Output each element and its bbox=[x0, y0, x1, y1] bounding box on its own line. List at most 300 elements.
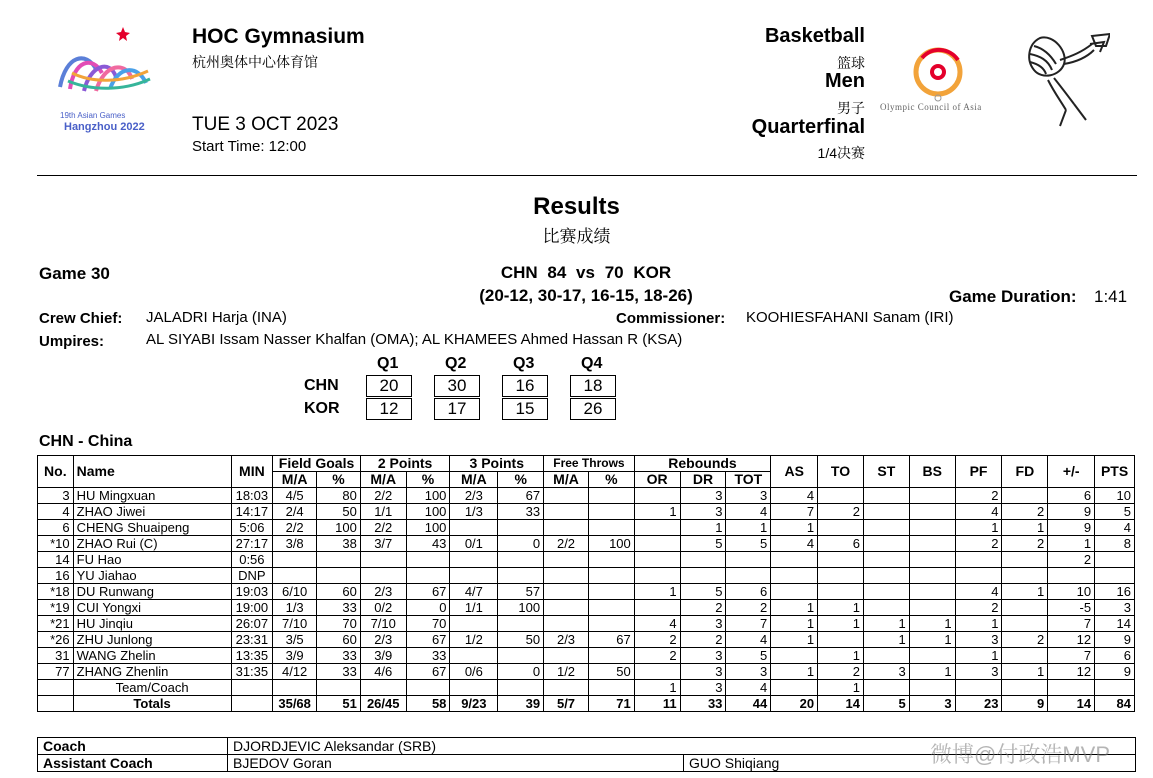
q1-header: Q1 bbox=[377, 355, 399, 372]
player-no: *10 bbox=[38, 536, 74, 552]
player-dr: 3 bbox=[680, 648, 726, 664]
player-ft-pct bbox=[588, 504, 634, 520]
player-fg-ma: 4/12 bbox=[273, 664, 317, 680]
player-plus-minus: 12 bbox=[1048, 632, 1095, 648]
basketball-pictogram bbox=[1020, 30, 1110, 128]
col-group-3pt: 3 Points bbox=[450, 456, 544, 472]
player-fg-ma: 2/4 bbox=[273, 504, 317, 520]
player-as: 1 bbox=[771, 600, 818, 616]
games-emblem-icon bbox=[52, 25, 162, 115]
player-dr: 5 bbox=[680, 584, 726, 600]
player-st: 3 bbox=[863, 664, 909, 680]
col-fg-pct: % bbox=[317, 472, 361, 488]
player-dr: 2 bbox=[680, 632, 726, 648]
player-tot: 4 bbox=[726, 504, 771, 520]
player-plus-minus: 7 bbox=[1048, 616, 1095, 632]
player-pts bbox=[1095, 552, 1135, 568]
player-or: 4 bbox=[634, 616, 680, 632]
player-fg-pct: 80 bbox=[317, 488, 361, 504]
col-fd: FD bbox=[1002, 456, 1048, 488]
player-3pt-pct bbox=[498, 520, 544, 536]
player-min: 14:17 bbox=[231, 504, 273, 520]
player-tot bbox=[726, 552, 771, 568]
player-fg-pct: 33 bbox=[317, 600, 361, 616]
totals-plus-minus: 14 bbox=[1048, 696, 1095, 712]
player-to bbox=[818, 632, 864, 648]
player-no: 6 bbox=[38, 520, 74, 536]
player-ft-pct: 67 bbox=[588, 632, 634, 648]
player-2pt-ma: 3/9 bbox=[360, 648, 406, 664]
player-fd: 2 bbox=[1002, 536, 1048, 552]
player-pf: 4 bbox=[955, 504, 1002, 520]
player-2pt-pct: 67 bbox=[406, 632, 450, 648]
totals-2pt-pct: 58 bbox=[406, 696, 450, 712]
player-row bbox=[38, 488, 1135, 504]
player-fg-pct bbox=[317, 568, 361, 584]
player-pf: 3 bbox=[955, 664, 1002, 680]
player-2pt-ma: 3/7 bbox=[360, 536, 406, 552]
player-min: 18:03 bbox=[231, 488, 273, 504]
player-2pt-ma: 2/2 bbox=[360, 488, 406, 504]
player-bs bbox=[909, 600, 955, 616]
player-pts: 5 bbox=[1095, 504, 1135, 520]
player-pf: 3 bbox=[955, 632, 1002, 648]
player-2pt-ma: 0/2 bbox=[360, 600, 406, 616]
col-plus-minus: +/- bbox=[1048, 456, 1095, 488]
player-row bbox=[38, 600, 1135, 616]
player-ft-ma bbox=[544, 648, 589, 664]
player-row bbox=[38, 616, 1135, 632]
player-row bbox=[38, 648, 1135, 664]
player-2pt-ma: 2/3 bbox=[360, 632, 406, 648]
player-fd: 1 bbox=[1002, 584, 1048, 600]
player-plus-minus: 6 bbox=[1048, 488, 1095, 504]
player-bs bbox=[909, 520, 955, 536]
totals-as: 20 bbox=[771, 696, 818, 712]
player-ft-ma bbox=[544, 568, 589, 584]
player-as: 1 bbox=[771, 520, 818, 536]
game-duration-value: 1:41 bbox=[1094, 287, 1128, 306]
player-st bbox=[863, 552, 909, 568]
player-dr: 1 bbox=[680, 520, 726, 536]
player-3pt-pct: 33 bbox=[498, 504, 544, 520]
player-st bbox=[863, 648, 909, 664]
player-st bbox=[863, 520, 909, 536]
player-row bbox=[38, 568, 1135, 584]
crew-chief-label: Crew Chief: bbox=[39, 310, 123, 327]
player-no: 4 bbox=[38, 504, 74, 520]
box-score-table bbox=[37, 455, 1135, 712]
player-as: 1 bbox=[771, 616, 818, 632]
player-pf: 2 bbox=[955, 536, 1002, 552]
game-number: Game 30 bbox=[39, 264, 110, 283]
player-st bbox=[863, 536, 909, 552]
player-3pt-pct: 100 bbox=[498, 600, 544, 616]
oca-text: Olympic Council of Asia bbox=[880, 102, 982, 112]
col-3pt-ma: M/A bbox=[450, 472, 498, 488]
col-group-reb: Rebounds bbox=[634, 456, 771, 472]
col-name: Name bbox=[73, 456, 231, 488]
page-title-zh: 比赛成绩 bbox=[542, 227, 611, 246]
team-coach-or: 1 bbox=[634, 680, 680, 696]
player-name: CUI Yongxi bbox=[73, 600, 231, 616]
player-ft-pct bbox=[588, 568, 634, 584]
player-dr: 3 bbox=[680, 488, 726, 504]
player-row bbox=[38, 536, 1135, 552]
player-to bbox=[818, 488, 864, 504]
player-as bbox=[771, 552, 818, 568]
coach-name: DJORDJEVIC Aleksandar (SRB) bbox=[228, 738, 1136, 755]
commissioner-label: Commissioner: bbox=[616, 310, 726, 327]
coach-label: Coach bbox=[38, 738, 228, 755]
player-name: ZHANG Zhenlin bbox=[73, 664, 231, 680]
umpires-names: AL SIYABI Issam Nasser Khalfan (OMA); AL KHAMEES Ahmed Hassan R (KSA) bbox=[146, 331, 683, 348]
player-ft-ma bbox=[544, 584, 589, 600]
player-pts: 10 bbox=[1095, 488, 1135, 504]
player-to bbox=[818, 520, 864, 536]
game-duration-label: Game Duration: bbox=[949, 287, 1077, 306]
player-row bbox=[38, 584, 1135, 600]
player-or: 2 bbox=[634, 632, 680, 648]
player-plus-minus: 10 bbox=[1048, 584, 1095, 600]
phase-label: Quarterfinal bbox=[751, 116, 865, 138]
player-pts: 3 bbox=[1095, 600, 1135, 616]
player-as: 1 bbox=[771, 632, 818, 648]
player-row bbox=[38, 504, 1135, 520]
player-min: 31:35 bbox=[231, 664, 273, 680]
player-tot: 6 bbox=[726, 584, 771, 600]
player-dr bbox=[680, 568, 726, 584]
header-row-groups bbox=[38, 456, 1135, 472]
player-3pt-ma bbox=[450, 552, 498, 568]
player-or: 2 bbox=[634, 648, 680, 664]
final-score: CHN 84 vs 70 KOR bbox=[500, 263, 672, 282]
col-bs: BS bbox=[909, 456, 955, 488]
player-st bbox=[863, 600, 909, 616]
player-ft-ma bbox=[544, 520, 589, 536]
player-st bbox=[863, 488, 909, 504]
totals-fg-pct: 51 bbox=[317, 696, 361, 712]
player-st: 1 bbox=[863, 632, 909, 648]
player-no: *18 bbox=[38, 584, 74, 600]
totals-or: 11 bbox=[634, 696, 680, 712]
venue-name: HOC Gymnasium bbox=[192, 25, 365, 48]
player-fg-pct: 60 bbox=[317, 632, 361, 648]
player-fg-pct bbox=[317, 552, 361, 568]
player-3pt-ma: 0/1 bbox=[450, 536, 498, 552]
player-min: 27:17 bbox=[231, 536, 273, 552]
player-min: 5:06 bbox=[231, 520, 273, 536]
player-name: ZHAO Rui (C) bbox=[73, 536, 231, 552]
player-tot: 4 bbox=[726, 632, 771, 648]
player-3pt-ma: 1/3 bbox=[450, 504, 498, 520]
player-fg-ma: 3/9 bbox=[273, 648, 317, 664]
player-plus-minus: 1 bbox=[1048, 536, 1095, 552]
player-2pt-ma: 7/10 bbox=[360, 616, 406, 632]
player-as: 4 bbox=[771, 536, 818, 552]
player-3pt-pct bbox=[498, 552, 544, 568]
player-pts: 9 bbox=[1095, 632, 1135, 648]
player-pf bbox=[955, 568, 1002, 584]
player-bs bbox=[909, 584, 955, 600]
player-st bbox=[863, 504, 909, 520]
player-3pt-pct: 50 bbox=[498, 632, 544, 648]
game-date: TUE 3 OCT 2023 bbox=[192, 114, 339, 135]
player-fg-pct: 50 bbox=[317, 504, 361, 520]
player-tot bbox=[726, 568, 771, 584]
player-ft-pct bbox=[588, 648, 634, 664]
player-ft-pct: 100 bbox=[588, 536, 634, 552]
player-2pt-ma bbox=[360, 568, 406, 584]
player-or: 1 bbox=[634, 504, 680, 520]
player-no: 77 bbox=[38, 664, 74, 680]
quarter-scores-line: (20-12, 30-17, 16-15, 18-26) bbox=[479, 286, 693, 305]
player-3pt-ma: 2/3 bbox=[450, 488, 498, 504]
player-dr bbox=[680, 552, 726, 568]
player-to: 2 bbox=[818, 504, 864, 520]
player-min: 19:00 bbox=[231, 600, 273, 616]
player-fg-ma: 6/10 bbox=[273, 584, 317, 600]
player-pts bbox=[1095, 568, 1135, 584]
player-row bbox=[38, 520, 1135, 536]
player-to: 1 bbox=[818, 600, 864, 616]
player-2pt-pct bbox=[406, 568, 450, 584]
player-3pt-ma bbox=[450, 520, 498, 536]
col-as: AS bbox=[771, 456, 818, 488]
player-bs bbox=[909, 536, 955, 552]
totals-pf: 23 bbox=[955, 696, 1002, 712]
player-pts: 14 bbox=[1095, 616, 1135, 632]
player-fg-pct: 100 bbox=[317, 520, 361, 536]
player-min: 26:07 bbox=[231, 616, 273, 632]
col-fg-ma: M/A bbox=[273, 472, 317, 488]
player-or bbox=[634, 600, 680, 616]
player-2pt-ma: 2/3 bbox=[360, 584, 406, 600]
player-fd bbox=[1002, 552, 1048, 568]
player-2pt-ma: 1/1 bbox=[360, 504, 406, 520]
player-2pt-ma: 2/2 bbox=[360, 520, 406, 536]
totals-fd: 9 bbox=[1002, 696, 1048, 712]
player-pf: 2 bbox=[955, 600, 1002, 616]
player-name: ZHU Junlong bbox=[73, 632, 231, 648]
player-2pt-pct: 100 bbox=[406, 504, 450, 520]
games-logo-line2: Hangzhou 2022 bbox=[64, 121, 145, 133]
q3-header: Q3 bbox=[513, 355, 535, 372]
player-fd bbox=[1002, 600, 1048, 616]
player-as bbox=[771, 648, 818, 664]
player-ft-pct bbox=[588, 616, 634, 632]
player-ft-ma: 2/2 bbox=[544, 536, 589, 552]
q2-score-chn: 30 bbox=[434, 375, 480, 397]
player-bs bbox=[909, 504, 955, 520]
totals-st: 5 bbox=[863, 696, 909, 712]
player-to: 1 bbox=[818, 616, 864, 632]
player-3pt-ma: 1/2 bbox=[450, 632, 498, 648]
venue-name-zh: 杭州奥体中心体育馆 bbox=[192, 54, 318, 70]
player-3pt-pct: 67 bbox=[498, 488, 544, 504]
player-plus-minus: 2 bbox=[1048, 552, 1095, 568]
player-plus-minus: 9 bbox=[1048, 504, 1095, 520]
player-fg-ma bbox=[273, 568, 317, 584]
player-ft-ma bbox=[544, 600, 589, 616]
player-3pt-pct bbox=[498, 648, 544, 664]
player-bs bbox=[909, 552, 955, 568]
team-coach-row bbox=[38, 680, 1135, 696]
totals-bs: 3 bbox=[909, 696, 955, 712]
player-pf: 1 bbox=[955, 648, 1002, 664]
player-fd: 2 bbox=[1002, 504, 1048, 520]
header-divider bbox=[37, 175, 1137, 176]
player-ft-pct bbox=[588, 488, 634, 504]
player-2pt-pct: 100 bbox=[406, 488, 450, 504]
col-min: MIN bbox=[231, 456, 273, 488]
q1-score-chn: 20 bbox=[366, 375, 412, 397]
player-tot: 1 bbox=[726, 520, 771, 536]
player-tot: 3 bbox=[726, 664, 771, 680]
col-no: No. bbox=[38, 456, 74, 488]
player-bs: 1 bbox=[909, 632, 955, 648]
totals-fg-ma: 35/68 bbox=[273, 696, 317, 712]
player-as bbox=[771, 568, 818, 584]
player-3pt-ma: 4/7 bbox=[450, 584, 498, 600]
phase-label-zh: 1/4决赛 bbox=[817, 145, 865, 161]
player-min: 23:31 bbox=[231, 632, 273, 648]
player-dr: 3 bbox=[680, 504, 726, 520]
player-fg-pct: 33 bbox=[317, 648, 361, 664]
player-dr: 5 bbox=[680, 536, 726, 552]
player-fg-ma: 3/8 bbox=[273, 536, 317, 552]
player-row bbox=[38, 664, 1135, 680]
team-heading: CHN - China bbox=[39, 433, 133, 450]
player-plus-minus: 9 bbox=[1048, 520, 1095, 536]
col-pf: PF bbox=[955, 456, 1002, 488]
player-or: 1 bbox=[634, 584, 680, 600]
player-ft-ma bbox=[544, 616, 589, 632]
player-no: *26 bbox=[38, 632, 74, 648]
q3-score-chn: 16 bbox=[502, 375, 548, 397]
player-2pt-ma: 4/6 bbox=[360, 664, 406, 680]
oca-logo bbox=[878, 40, 998, 120]
player-no: *19 bbox=[38, 600, 74, 616]
player-to: 1 bbox=[818, 648, 864, 664]
player-pts: 16 bbox=[1095, 584, 1135, 600]
player-min: 0:56 bbox=[231, 552, 273, 568]
asian-games-logo bbox=[52, 25, 162, 140]
player-pf: 4 bbox=[955, 584, 1002, 600]
totals-3pt-ma: 9/23 bbox=[450, 696, 498, 712]
player-pts: 8 bbox=[1095, 536, 1135, 552]
player-no: *21 bbox=[38, 616, 74, 632]
totals-dr: 33 bbox=[680, 696, 726, 712]
player-or bbox=[634, 536, 680, 552]
player-fg-ma: 1/3 bbox=[273, 600, 317, 616]
player-fg-ma bbox=[273, 552, 317, 568]
player-min: 13:35 bbox=[231, 648, 273, 664]
col-pts: PTS bbox=[1095, 456, 1135, 488]
player-ft-pct bbox=[588, 520, 634, 536]
start-time: Start Time: 12:00 bbox=[192, 138, 307, 155]
player-3pt-pct: 57 bbox=[498, 584, 544, 600]
player-3pt-ma bbox=[450, 568, 498, 584]
totals-tot: 44 bbox=[726, 696, 771, 712]
player-3pt-pct: 0 bbox=[498, 664, 544, 680]
crew-chief-name: JALADRI Harja (INA) bbox=[146, 309, 287, 326]
player-no: 14 bbox=[38, 552, 74, 568]
player-tot: 3 bbox=[726, 488, 771, 504]
player-3pt-ma: 1/1 bbox=[450, 600, 498, 616]
col-group-2pt: 2 Points bbox=[360, 456, 450, 472]
player-name: ZHAO Jiwei bbox=[73, 504, 231, 520]
player-ft-ma bbox=[544, 504, 589, 520]
player-dr: 3 bbox=[680, 616, 726, 632]
player-3pt-ma: 0/6 bbox=[450, 664, 498, 680]
q2-score-kor: 17 bbox=[434, 398, 480, 420]
player-fg-pct: 38 bbox=[317, 536, 361, 552]
player-fg-ma: 4/5 bbox=[273, 488, 317, 504]
player-fd bbox=[1002, 488, 1048, 504]
player-2pt-pct: 67 bbox=[406, 664, 450, 680]
player-fd bbox=[1002, 616, 1048, 632]
player-2pt-pct: 43 bbox=[406, 536, 450, 552]
player-fg-pct: 60 bbox=[317, 584, 361, 600]
col-group-ft: Free Throws bbox=[544, 456, 635, 472]
q1-score-kor: 12 bbox=[366, 398, 412, 420]
player-to bbox=[818, 568, 864, 584]
player-bs bbox=[909, 488, 955, 504]
totals-label: Totals bbox=[73, 696, 231, 712]
player-st bbox=[863, 568, 909, 584]
player-tot: 5 bbox=[726, 536, 771, 552]
player-fg-ma: 3/5 bbox=[273, 632, 317, 648]
player-plus-minus: -5 bbox=[1048, 600, 1095, 616]
games-logo-line1: 19th Asian Games bbox=[60, 111, 126, 120]
col-2pt-ma: M/A bbox=[360, 472, 406, 488]
player-ft-ma bbox=[544, 552, 589, 568]
player-pts: 9 bbox=[1095, 664, 1135, 680]
player-name: FU Hao bbox=[73, 552, 231, 568]
player-name: YU Jiahao bbox=[73, 568, 231, 584]
player-or bbox=[634, 568, 680, 584]
player-no: 31 bbox=[38, 648, 74, 664]
totals-pts: 84 bbox=[1095, 696, 1135, 712]
player-name: HU Jinqiu bbox=[73, 616, 231, 632]
sport-name: Basketball bbox=[764, 25, 865, 47]
player-fg-pct: 70 bbox=[317, 616, 361, 632]
player-min: DNP bbox=[231, 568, 273, 584]
player-name: WANG Zhelin bbox=[73, 648, 231, 664]
player-no: 16 bbox=[38, 568, 74, 584]
player-ft-ma: 2/3 bbox=[544, 632, 589, 648]
player-fd: 1 bbox=[1002, 520, 1048, 536]
col-tot: TOT bbox=[726, 472, 771, 488]
player-to bbox=[818, 552, 864, 568]
player-2pt-pct bbox=[406, 552, 450, 568]
player-pf bbox=[955, 552, 1002, 568]
player-pf: 2 bbox=[955, 488, 1002, 504]
totals-to: 14 bbox=[818, 696, 864, 712]
player-tot: 5 bbox=[726, 648, 771, 664]
player-bs: 1 bbox=[909, 616, 955, 632]
player-as: 7 bbox=[771, 504, 818, 520]
player-dr: 3 bbox=[680, 664, 726, 680]
q2-header: Q2 bbox=[445, 355, 467, 372]
player-st: 1 bbox=[863, 616, 909, 632]
player-pf: 1 bbox=[955, 616, 1002, 632]
player-pts: 6 bbox=[1095, 648, 1135, 664]
col-ft-ma: M/A bbox=[544, 472, 589, 488]
player-or bbox=[634, 552, 680, 568]
player-to bbox=[818, 584, 864, 600]
